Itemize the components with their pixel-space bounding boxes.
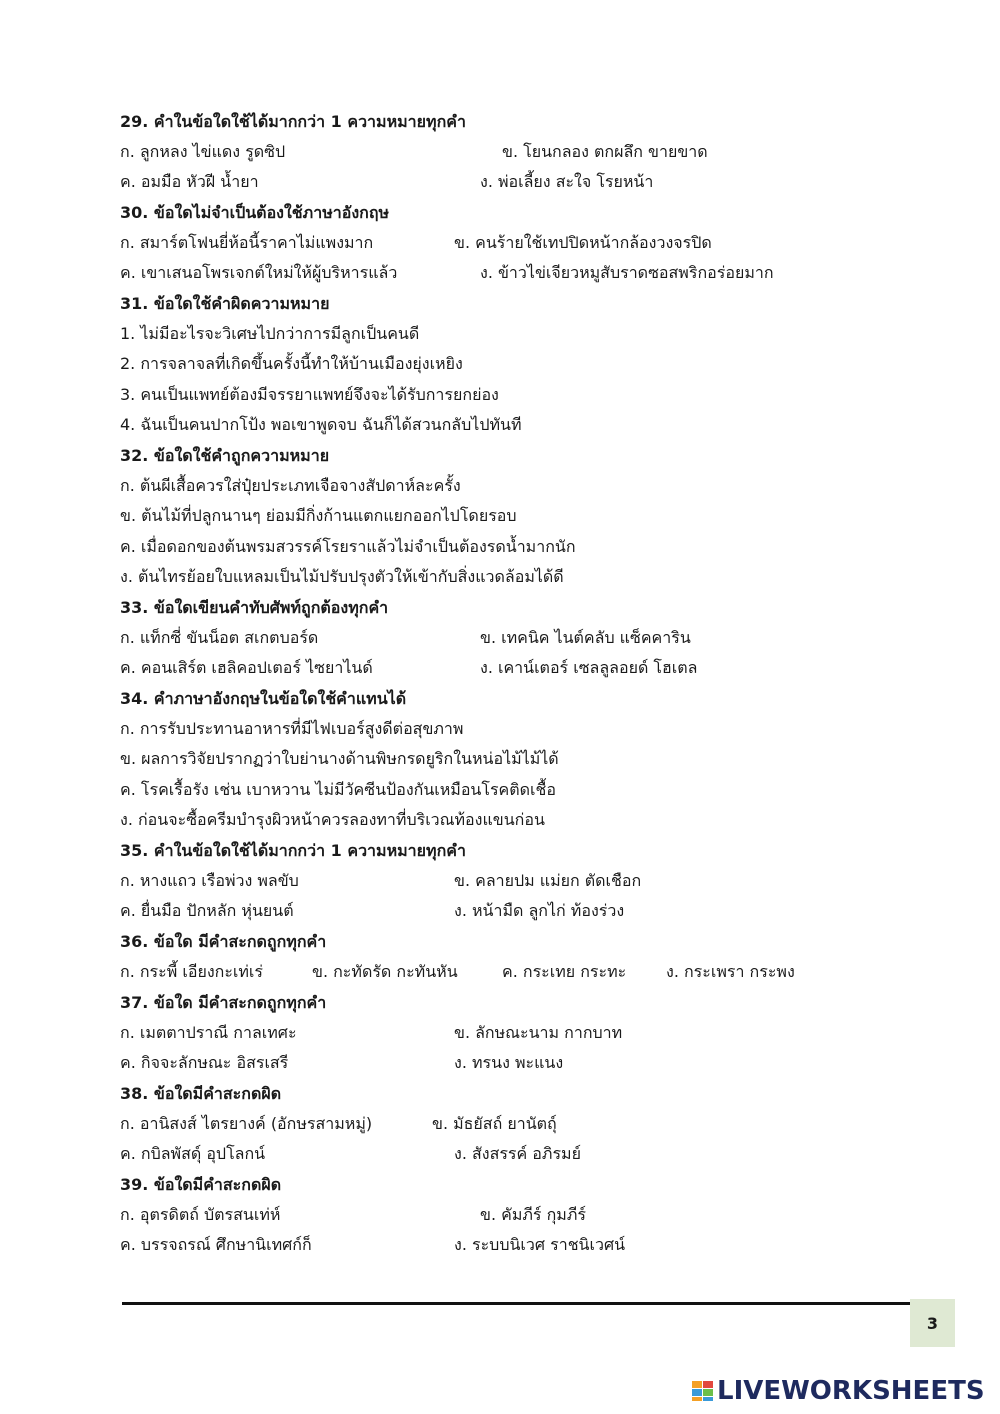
question-30-title: 30. ข้อใดไม่จำเป็นต้องใช้ภาษาอังกฤษ — [120, 203, 390, 222]
choice-3[interactable]: 3. คนเป็นแพทย์ต้องมีจรรยาแพทย์จึงจะได้รับการยกย่อง — [120, 385, 499, 404]
choice-b[interactable]: ข. กะทัดรัด กะทันหัน — [312, 962, 458, 981]
liveworksheets-grid-icon — [692, 1379, 714, 1403]
liveworksheets-logo[interactable] — [692, 1374, 985, 1408]
question-35-title: 35. คำในข้อใดใช้ได้มากกว่า 1 ความหมายทุกคำ — [120, 841, 466, 860]
choice-b[interactable]: ข. คัมภีร์ กุมภีร์ — [480, 1205, 586, 1224]
choice-b[interactable]: ข. คลายปม แม่ยก ตัดเชือก — [454, 871, 642, 890]
choice-c[interactable]: ค. อมมือ หัวฝี น้ำยา — [120, 172, 259, 191]
choice-a[interactable]: ก. อุตรดิตถ์ บัตรสนเท่ห์ — [120, 1205, 281, 1224]
choice-b[interactable]: ข. ลักษณะนาม กากบาท — [454, 1023, 623, 1042]
choice-d[interactable]: ง. ข้าวไข่เจียวหมูสับราดซอสพริกอร่อยมาก — [480, 263, 774, 282]
choice-a[interactable]: ก. กระพี้ เอียงกะเท่เร่ — [120, 962, 263, 981]
question-36-row — [120, 957, 960, 987]
choice-a[interactable]: ก. แท็กซี่ ขันน็อต สเกตบอร์ด — [120, 628, 319, 647]
page-number: 3 — [910, 1299, 955, 1347]
choice-b[interactable]: ข. ผลการวิจัยปรากฏว่าใบย่านางด้านพิษกรดยูริกในหน่อไม้ไม้ได้ — [120, 749, 559, 768]
choice-a[interactable]: ก. เมตตาปราณี กาลเทศะ — [120, 1023, 297, 1042]
question-30-row-2 — [120, 258, 960, 288]
choice-d[interactable]: ง. ทรนง พะแนง — [454, 1053, 564, 1072]
choice-b[interactable]: ข. ต้นไม้ที่ปลูกนานๆ ย่อมมีกิ่งก้านแตกแยกออกไปโดยรอบ — [120, 506, 517, 525]
question-29-row-1 — [120, 137, 960, 167]
question-38-row-2 — [120, 1139, 960, 1169]
question-38-row-1 — [120, 1109, 960, 1139]
question-37-title: 37. ข้อใด มีคำสะกดถูกทุกคำ — [120, 993, 327, 1012]
choice-b[interactable]: ข. คนร้ายใช้เทปปิดหน้ากล้องวงจรปิด — [454, 233, 712, 252]
choice-2[interactable]: 2. การจลาจลที่เกิดขึ้นครั้งนี้ทำให้บ้านเมืองยุ่งเหยิง — [120, 354, 463, 373]
choice-a[interactable]: ก. ลูกหลง ไข่แดง รูดซิป — [120, 142, 286, 161]
question-34-title: 34. คำภาษาอังกฤษในข้อใดใช้คำแทนได้ — [120, 689, 407, 708]
choice-b[interactable]: ข. มัธยัสถ์ ยานัตถุ์ — [432, 1114, 557, 1133]
choice-a[interactable]: ก. หางแถว เรือพ่วง พลขับ — [120, 871, 299, 890]
choice-1[interactable]: 1. ไม่มีอะไรจะวิเศษไปกว่าการมีลูกเป็นคนดี — [120, 324, 420, 343]
choice-d[interactable]: ง. ก่อนจะซื้อครีมบำรุงผิวหน้าควรลองทาที่บริเวณท้องแขนก่อน — [120, 810, 545, 829]
question-32-title: 32. ข้อใดใช้คำถูกความหมาย — [120, 446, 330, 465]
question-37-row-1 — [120, 1018, 960, 1048]
question-33-title: 33. ข้อใดเขียนคำทับศัพท์ถูกต้องทุกคำ — [120, 598, 389, 617]
choice-c[interactable]: ค. เขาเสนอโพรเจกต์ใหม่ให้ผู้บริหารแล้ว — [120, 263, 398, 282]
choice-d[interactable]: ง. เคาน์เตอร์ เซลลูลอยด์ โฮเตล — [480, 658, 698, 677]
liveworksheets-wordmark: LIVEWORKSHEETS — [717, 1376, 985, 1406]
question-39-row-2 — [120, 1230, 960, 1260]
choice-d[interactable]: ง. พ่อเลี้ยง สะใจ โรยหน้า — [480, 172, 654, 191]
choice-c[interactable]: ค. กระเทย กระทะ — [502, 962, 627, 981]
choice-c[interactable]: ค. ยื่นมือ ปักหลัก หุ่นยนต์ — [120, 901, 294, 920]
question-35-row-2 — [120, 896, 960, 926]
question-37-row-2 — [120, 1048, 960, 1078]
choice-a[interactable]: ก. สมาร์ตโฟนยี่ห้อนี้ราคาไม่แพงมาก — [120, 233, 374, 252]
choice-c[interactable]: ค. กบิลพัสดุ์ อุปโลกน์ — [120, 1144, 266, 1163]
choice-c[interactable]: ค. กิจจะลักษณะ อิสรเสรี — [120, 1053, 289, 1072]
footer-divider — [122, 1302, 910, 1305]
choice-d[interactable]: ง. สังสรรค์ อภิรมย์ — [454, 1144, 581, 1163]
choice-d[interactable]: ง. กระเพรา กระพง — [666, 962, 795, 981]
question-31-title: 31. ข้อใดใช้คำผิดความหมาย — [120, 294, 330, 313]
choice-a[interactable]: ก. การรับประทานอาหารที่มีไฟเบอร์สูงดีต่อสุขภาพ — [120, 719, 464, 738]
choice-c[interactable]: ค. เมื่อดอกของต้นพรมสวรรค์โรยราแล้วไม่จำเป็นต้องรดน้ำมากนัก — [120, 537, 576, 556]
choice-a[interactable]: ก. อานิสงส์ ไตรยางค์ (อักษรสามหมู่) — [120, 1114, 373, 1133]
question-36-title: 36. ข้อใด มีคำสะกดถูกทุกคำ — [120, 932, 327, 951]
choice-c[interactable]: ค. คอนเสิร์ต เฮลิคอปเตอร์ ไซยาไนด์ — [120, 658, 373, 677]
question-33-row-2 — [120, 653, 960, 683]
choice-a[interactable]: ก. ต้นผีเสื้อควรใส่ปุ๋ยประเภทเจือจางสัปดาห์ละครั้ง — [120, 476, 461, 495]
question-29-row-2 — [120, 167, 960, 197]
choice-d[interactable]: ง. ระบบนิเวศ ราชนิเวศน์ — [454, 1235, 626, 1254]
question-29-title: 29. คำในข้อใดใช้ได้มากกว่า 1 ความหมายทุกคำ — [120, 112, 466, 131]
question-38-title: 38. ข้อใดมีคำสะกดผิด — [120, 1084, 282, 1103]
choice-b[interactable]: ข. โยนกลอง ตกผลึก ขายขาด — [502, 142, 708, 161]
question-33-row-1 — [120, 623, 960, 653]
choice-c[interactable]: ค. บรรจถรณ์ ศึกษานิเทศก์ก็ — [120, 1235, 312, 1254]
question-39-row-1 — [120, 1200, 960, 1230]
question-35-row-1 — [120, 866, 960, 896]
choice-4[interactable]: 4. ฉันเป็นคนปากโป้ง พอเขาพูดจบ ฉันก็ได้สวนกลับไปทันที — [120, 415, 522, 434]
question-39-title: 39. ข้อใดมีคำสะกดผิด — [120, 1175, 282, 1194]
choice-d[interactable]: ง. หน้ามืด ลูกไก่ ท้องร่วง — [454, 901, 625, 920]
question-30-row-1 — [120, 228, 960, 258]
choice-b[interactable]: ข. เทคนิค ไนต์คลับ แซ็คคาริน — [480, 628, 691, 647]
choice-d[interactable]: ง. ต้นไทรย้อยใบแหลมเป็นไม้ปรับปรุงตัวให้เข้ากับสิ่งแวดล้อมได้ดี — [120, 567, 564, 586]
choice-c[interactable]: ค. โรคเรื้อรัง เช่น เบาหวาน ไม่มีวัคซีนป้องกันเหมือนโรคติดเชื้อ — [120, 780, 556, 799]
